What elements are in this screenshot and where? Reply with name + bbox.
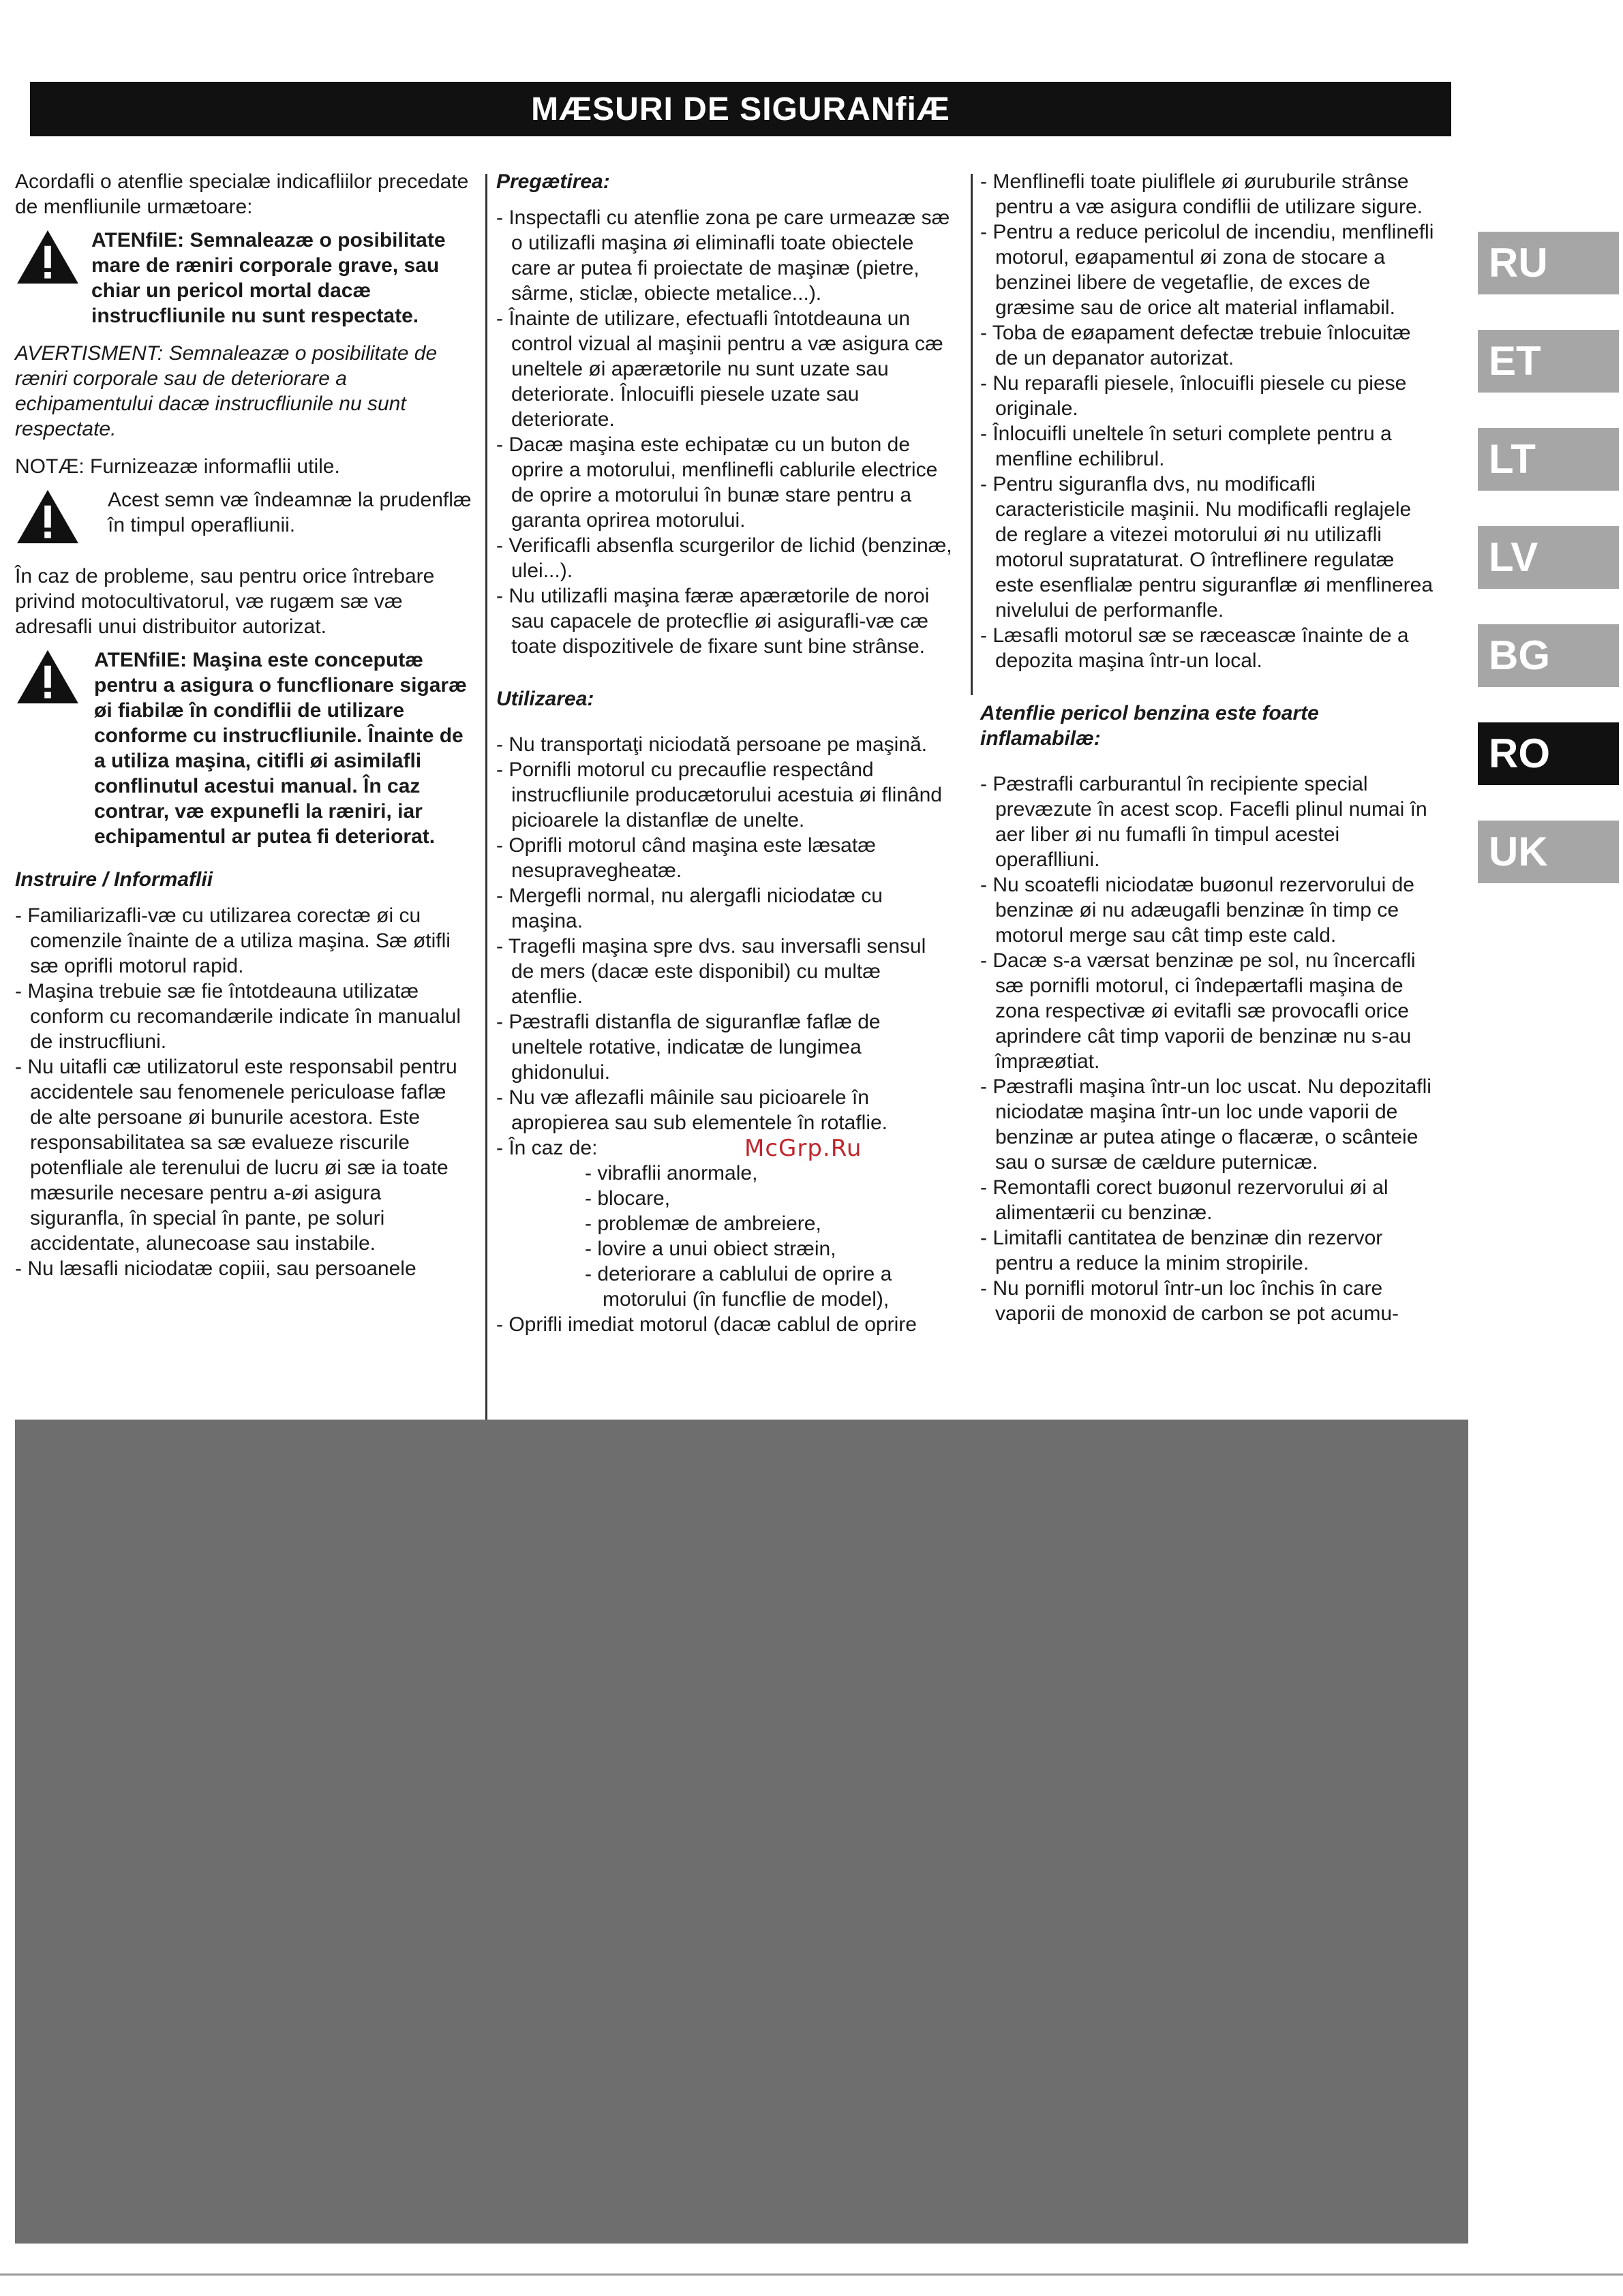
avertisment-text: AVERTISMENT: Semnaleazæ o posibilitate de ræniri corporale sau de deteriorare a echipamentului dacæ instrucfliunile nu sunt respectate. [15, 342, 438, 440]
list-item: - Inspectafli cu atenflie zona pe care urmeazæ sæ o utilizafli maşina øi eliminafli toate obiectele care ar putea fi proiectate de maşinæ (pietre, sârme, sticlæ, obiecte metalice...). [496, 205, 953, 306]
warning-block-atentie [15, 228, 472, 328]
tab-language-lt[interactable]: LT [1478, 428, 1619, 491]
warning-triangle-icon [15, 647, 80, 706]
list-item: - Remontafli corect buøonul rezervorului øi al alimentærii cu benzinæ. [980, 1175, 1437, 1225]
redacted-area [15, 1420, 1468, 2244]
list-item: - Maşina trebuie sæ fie întotdeauna utilizatæ conform cu recomandærile indicate în manualul de instrucfliuni. [15, 979, 472, 1054]
list-item: - Nu uitafli cæ utilizatorul este responsabil pentru accidentele sau fenomenele periculoase faflæ de alte persoane øi bunurile acestora. Este responsabilitatea sa sæ evalueze riscurile potenfliale ale terenului de lucru øi sæ ia toate mæsurile necesare pentru a-øi asigura siguranfla, în special în pante, pe soluri accidentate, alunecoase sau instabile. [15, 1054, 472, 1256]
sub-list-item: - lovire a unui obiect stræin, [585, 1236, 953, 1261]
list-item: - Pornifli motorul cu precauflie respectând instrucfliunile producætorului acestuia øi flinând picioarele la distanflæ de unelte. [496, 757, 953, 833]
benzina-list [980, 771, 1437, 1326]
list-item: - Pentru siguranfla dvs, nu modificafli caracteristicile maşinii. Nu modificafli reglajele de reglare a vitezei motorului øi nu utilizafli motorul suprataturat. O întreflinere regulatæ este esenflialæ pentru siguranflæ øi menflinerea nivelului de performanfle. [980, 472, 1437, 623]
list-item: - Familiarizafli-væ cu utilizarea corectæ øi cu comenzile înainte de a utiliza maşina. Sæ øtifli sæ oprifli motorul rapid. [15, 903, 472, 979]
in-caz-de-sublist [585, 1161, 953, 1312]
warning-block-prudenta [15, 487, 472, 546]
list-item: - Înainte de utilizare, efectuafli întotdeauna un control vizual al maşinii pentru a væ asigura cæ uneltele øi apærætorile nu sunt uzate sau deteriorate. Înlocuifli piesele uzate sau deteriorate. [496, 306, 953, 432]
list-item: - Nu reparafli piesele, înlocuifli piesele cu piese originale. [980, 371, 1437, 421]
list-item: - Pæstrafli carburantul în recipiente special prevæzute în acest scop. Facefli plinul numai în aer liber øi nu fumafli în timpul acestei operaflliuni. [980, 771, 1437, 872]
list-item: - Tragefli maşina spre dvs. sau inversafli sensul de mers (dacæ este disponibil) cu multæ atenflie. [496, 934, 953, 1009]
tab-language-uk[interactable]: UK [1478, 821, 1619, 883]
warning-text-atentie: ATENfiIE: Semnaleazæ o posibilitate mare de ræniri corporale grave, sau chiar un pericol mortal dacæ instrucfliunile nu sunt respectate. [91, 229, 446, 327]
list-item: - Verificafli absenfla scurgerilor de lichid (benzinæ, ulei...). [496, 533, 953, 583]
tab-language-bg[interactable]: BG [1478, 624, 1619, 687]
tab-language-ru[interactable]: RU [1478, 232, 1619, 294]
tab-language-ro[interactable]: RO [1478, 722, 1619, 785]
list-item: - Nu væ aflezafli mâinile sau picioarele în apropierea sau sub elementele în rotaflie. [496, 1085, 953, 1135]
nota-text: NOTÆ: Furnizeazæ informaflii utile. [15, 455, 340, 478]
bottom-divider [0, 2274, 1623, 2276]
sub-list-item: - problemæ de ambreiere, [585, 1211, 953, 1236]
warning-triangle-icon [15, 228, 80, 286]
warning-block-masina [15, 647, 472, 849]
list-item: - Oprifli motorul când maşina este læsatæ nesupravegheatæ. [496, 833, 953, 883]
column-1 [15, 169, 472, 1281]
list-item: - Înlocuifli uneltele în seturi complete pentru a menfline echilibrul. [980, 421, 1437, 472]
section-heading-instruire: Instruire / Informaflii [15, 868, 213, 891]
maintenance-list [980, 169, 1437, 673]
contact-text: În caz de probleme, sau pentru orice întrebare privind motocultivatorul, væ rugæm sæ væ adresafli unui distribuitor autorizat. [15, 565, 435, 638]
warning-text-masina: ATENfiIE: Maşina este conceputæ pentru a asigura o funcflionare sigaræ øi fiabilæ în condiflii de utilizare conforme cu instrucfliunile. Înainte de a utiliza maşina, citifli øi asimilafli conflinutul acestui manual. În caz contrar, væ expunefli la ræniri, iar echipamentul ar putea fi deteriorat. [94, 649, 467, 848]
section-heading-utilizarea: Utilizarea: [496, 688, 594, 710]
list-item: - Toba de eøapament defectæ trebuie înlocuitæ de un depanator autorizat. [980, 320, 1437, 371]
column-2 [496, 169, 953, 1337]
list-item: - Dacæ s-a værsat benzinæ pe sol, nu încercafli sæ pornifli motorul, ci îndepærtafli maşina de zona respectivæ øi evitafli sæ provocafli orice aprindere cât timp vaporii de benzinæ nu s-au împræøtiat. [980, 948, 1437, 1074]
list-item: - Menflinefli toate piuliflele øi øuruburile strânse pentru a væ asigura condiflii de utilizare sigure. [980, 169, 1437, 219]
language-tabs [1478, 232, 1619, 919]
list-item: - Mergefli normal, nu alergafli niciodatæ cu maşina. [496, 883, 953, 934]
list-item: - Limitafli cantitatea de benzinæ din rezervor pentru a reduce la minim stropirile. [980, 1225, 1437, 1276]
sub-list-item: - deteriorare a cablului de oprire a motorului (în funcflie de model), [585, 1261, 953, 1312]
list-item: - Pentru a reduce pericolul de incendiu, menflinefli motorul, eøapamentul øi zona de stocare a benzinei libere de vegetaflie, de exces de græsime sau de orice alt material inflamabil. [980, 219, 1437, 320]
column-3 [980, 169, 1437, 1326]
tab-language-lv[interactable]: LV [1478, 526, 1619, 589]
list-item: - Nu læsafli niciodatæ copiii, sau persoanele [15, 1256, 472, 1281]
list-item: - Læsafli motorul sæ se ræceascæ înainte de a depozita maşina într-un local. [980, 623, 1437, 673]
list-item: - Nu transportaţi niciodată persoane pe maşină. [496, 732, 953, 757]
utilizarea-list-continued [496, 1312, 953, 1337]
column-divider [971, 174, 973, 695]
list-item: - Nu scoatefli niciodatæ buøonul rezervorului de benzinæ øi nu adæugafli benzinæ în timp ce motorul merge sau cât timp este cald. [980, 872, 1437, 948]
list-item: - Pæstrafli distanfla de siguranflæ faflæ de uneltele rotative, indicatæ de lungimea ghidonului. [496, 1009, 953, 1085]
intro-text: Acordafli o atenflie specialæ indicafliilor precedate de menfliunile urmætoare: [15, 170, 469, 218]
column-divider [485, 174, 487, 1420]
pregatirea-list [496, 205, 953, 659]
sub-list-item: - blocare, [585, 1186, 953, 1211]
list-item: - Dacæ maşina este echipatæ cu un buton de oprire a motorului, menflinefli cablurile electrice de oprire a motorului în bunæ stare pentru a garanta oprirea motorului. [496, 432, 953, 533]
caution-triangle-icon [15, 487, 80, 546]
section-heading-pregatirea: Pregætirea: [496, 170, 610, 193]
list-item: - În caz de: [496, 1135, 953, 1161]
utilizarea-list [496, 732, 953, 1161]
section-heading-benzina: Atenflie pericol benzina este foarte inflamabilæ: [980, 702, 1319, 750]
sub-list-item: - vibraflii anormale, [585, 1161, 953, 1186]
page-title: MÆSURI DE SIGURANfiÆ [30, 82, 1451, 136]
list-item: - Oprifli imediat motorul (dacæ cablul de oprire [496, 1312, 953, 1337]
list-item: - Nu pornifli motorul într-un loc închis în care vaporii de monoxid de carbon se pot acumu- [980, 1276, 1437, 1326]
watermark-text: McGrp.Ru [744, 1135, 862, 1162]
tab-language-et[interactable]: ET [1478, 330, 1619, 393]
list-item: - Nu utilizafli maşina færæ apærætorile de noroi sau capacele de protecflie øi asigurafli-væ cæ toate dispozitivele de fixare sunt bine strânse. [496, 583, 953, 659]
list-item: - Pæstrafli maşina într-un loc uscat. Nu depozitafli niciodatæ maşina într-un loc unde vaporii de benzinæ ar putea atinge o flacæræ, o scânteie sau o sursæ de cældure puternicæ. [980, 1074, 1437, 1175]
warning-text-prudenta: Acest semn væ îndeamnæ la prudenflæ în timpul operafliunii. [108, 489, 472, 536]
instruire-list [15, 903, 472, 1281]
